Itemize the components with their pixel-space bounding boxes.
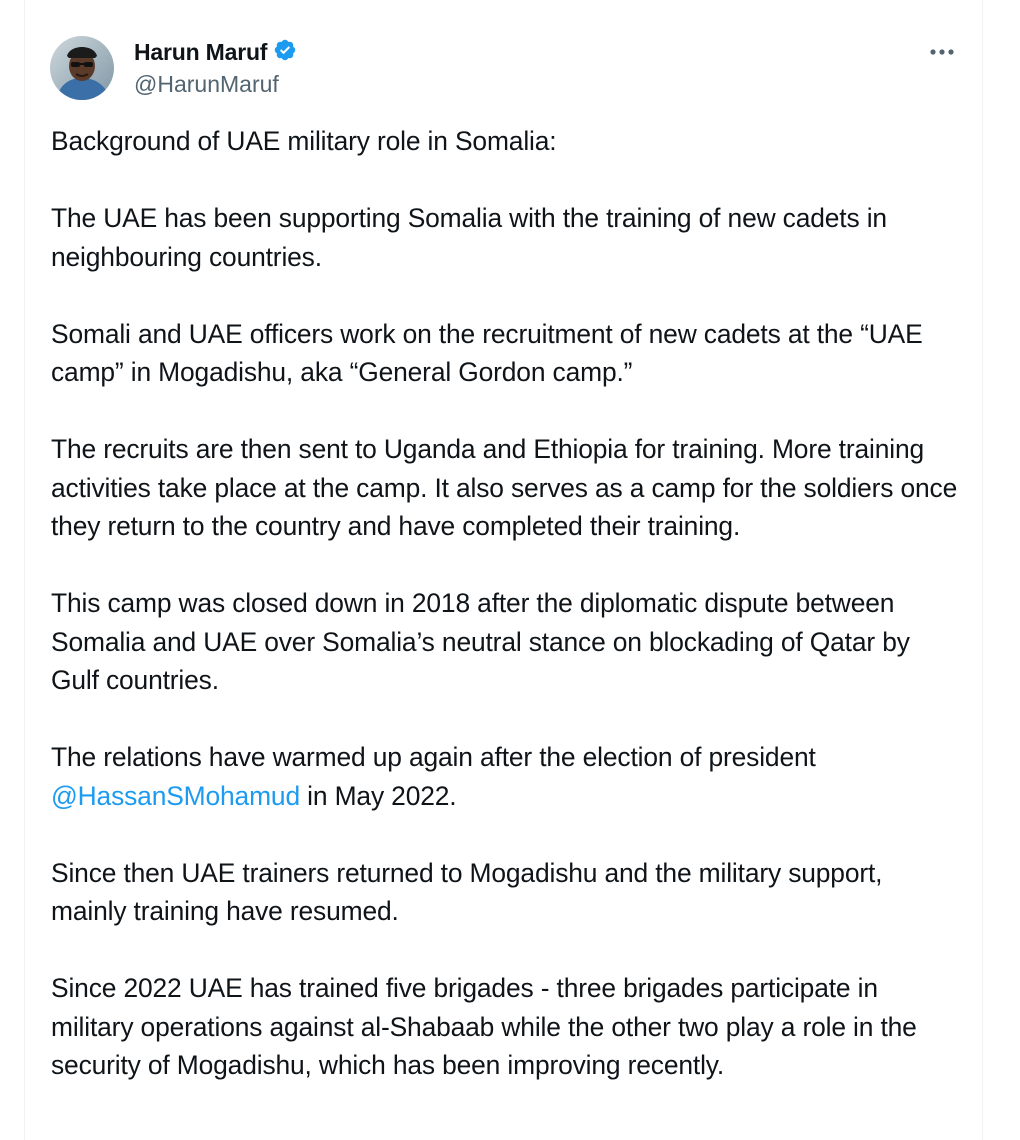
tweet-paragraph: Background of UAE military role in Somalia:: [51, 126, 557, 156]
author-display-name[interactable]: Harun Maruf: [134, 38, 268, 65]
tweet-paragraph: Since 2022 UAE has trained five brigades - three brigades participate in military operations against al-Shabaab while the other two play a role in the security of Mogadishu, which has been improving recently.: [51, 973, 917, 1080]
author-handle[interactable]: @HarunMaruf: [134, 71, 279, 97]
author-name-row: [134, 37, 297, 67]
avatar-image: [50, 36, 114, 100]
tweet-paragraph: This camp was closed down in 2018 after the diplomatic dispute between Somalia and UAE over Somalia’s neutral stance on blockading of Qatar by Gulf countries.: [51, 588, 910, 695]
more-options-button[interactable]: [924, 38, 960, 66]
relations-text-after: in May 2022.: [299, 780, 457, 811]
tweet-paragraph: Since then UAE trainers returned to Mogadishu and the military support, mainly training have resumed.: [51, 857, 883, 926]
relations-text-before: The relations have warmed up again after the election of president: [51, 742, 816, 772]
tweet-paragraph: The UAE has been supporting Somalia with the training of new cadets in neighbouring countries.: [51, 203, 887, 272]
tweet-paragraph: The recruits are then sent to Uganda and Ethiopia for training. More training activities take place at the camp. It also serves as a camp for the soldiers once they return to the country and have completed their training.: [51, 434, 958, 541]
author-avatar[interactable]: [50, 36, 114, 100]
tweet-paragraph-relations: [51, 738, 961, 815]
tweet-paragraph: Somali and UAE officers work on the recruitment of new cadets at the “UAE camp” in Mogadishu, aka “General Gordon camp.”: [51, 318, 923, 387]
verified-badge-icon: [273, 38, 297, 67]
more-horizontal-icon: [929, 48, 955, 56]
mention-link[interactable]: @HassanSMohamud: [51, 780, 300, 811]
tweet-text: [51, 122, 961, 1123]
